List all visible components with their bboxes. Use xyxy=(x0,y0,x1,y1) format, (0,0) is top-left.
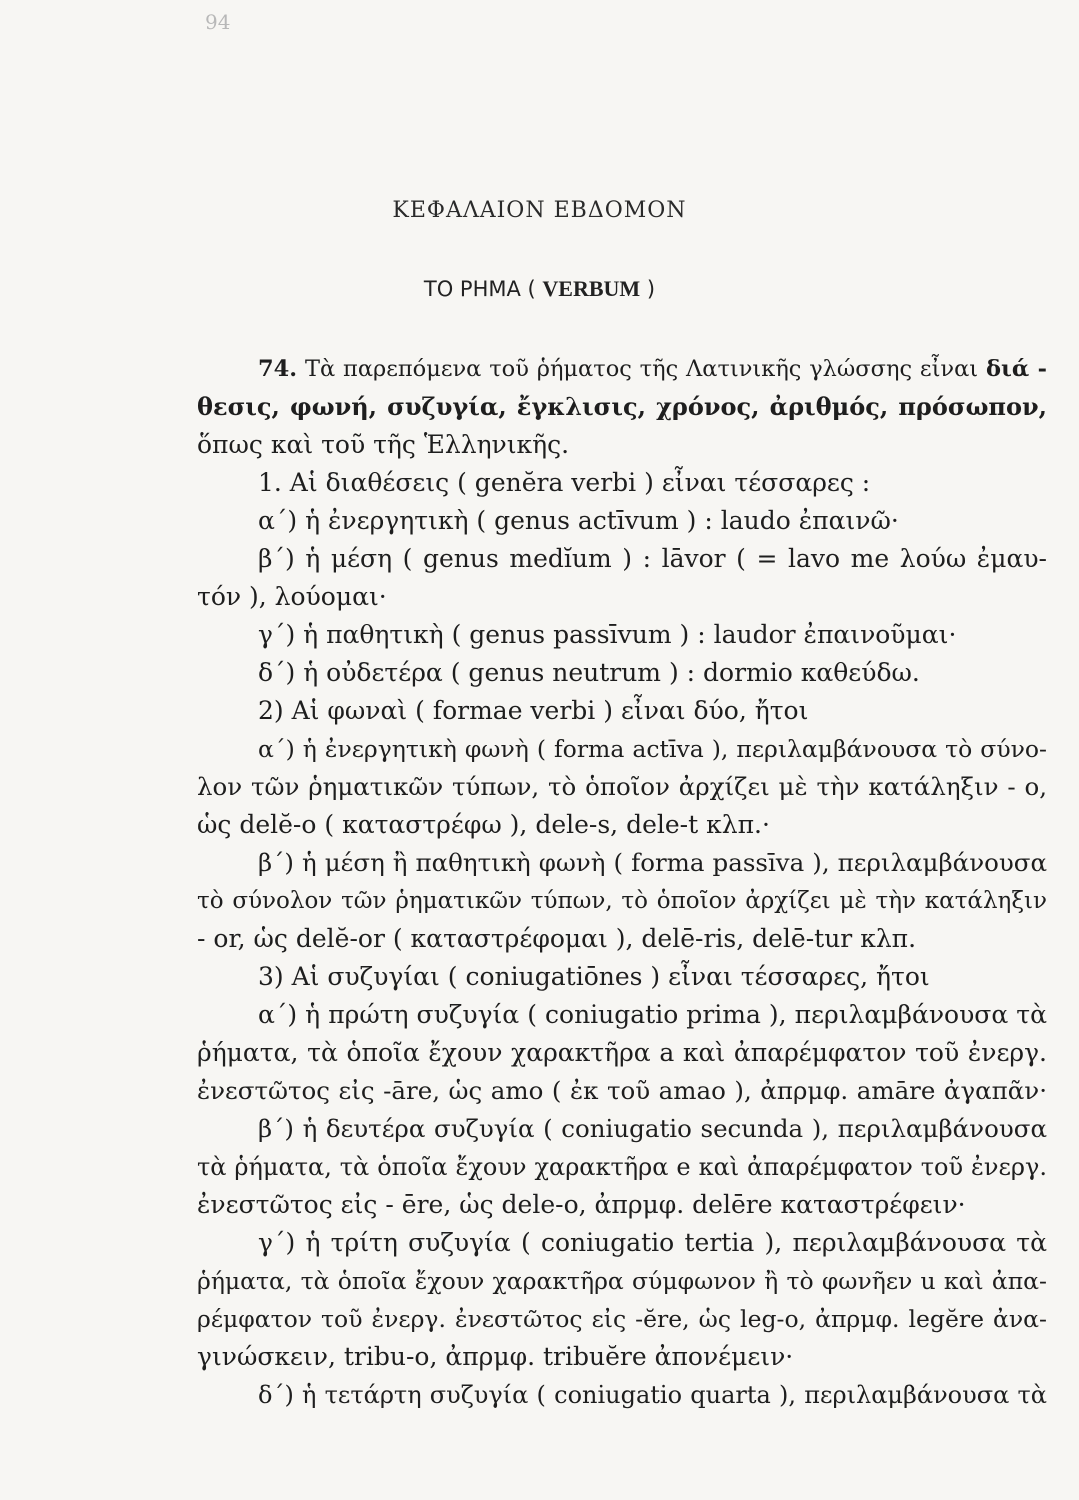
text-line: - or, ὡς delĕ-or ( καταστρέφομαι ), delē-ris, delē-tur κλπ. xyxy=(197,924,917,953)
text-line: α΄) ἡ πρώτη συζυγία ( coniugatio prima ), περιλαμβάνουσα τὰ xyxy=(258,1000,1047,1029)
chapter-subtitle xyxy=(0,276,1079,302)
text-line: ῥήματα, τὰ ὁποῖα ἔχουν χαρακτῆρα σύμφωνον ἢ τὸ φωνῆεν u καὶ ἀπα- xyxy=(197,1267,1047,1295)
subtitle-prefix: ΤΟ ΡΗΜΑ ( xyxy=(423,277,536,301)
section-intro-bold: διά - xyxy=(985,356,1048,382)
text-line: τόν ), λούομαι· xyxy=(197,582,387,611)
text-line: 2) Αἱ φωναὶ ( formae verbi ) εἶναι δύο, ἤτοι xyxy=(258,696,809,725)
text-line: ἐνεστῶτος εἰς -āre, ὡς amo ( ἐκ τοῦ amao ), ἀπρμφ. amāre ἀγαπᾶν· xyxy=(197,1076,1047,1105)
text-line: ὡς delĕ-o ( καταστρέφω ), dele-s, dele-t κλπ.· xyxy=(197,810,770,839)
section-first-line xyxy=(197,350,1047,388)
text-line: τὰ ῥήματα, τὰ ὁποῖα ἔχουν χαρακτῆρα e καὶ ἀπαρέμφατον τοῦ ἐνεργ. xyxy=(197,1153,1047,1181)
section-number: 74. xyxy=(258,356,298,382)
text-line: γινώσκειν, tribu-o, ἀπρμφ. tribuĕre ἀπονέμειν· xyxy=(197,1342,794,1371)
text-line: 3) Αἱ συζυγίαι ( coniugatiōnes ) εἶναι τέσσαρες, ἤτοι xyxy=(258,962,930,991)
text-line: λον τῶν ῥηματικῶν τύπων, τὸ ὁποῖον ἀρχίζει μὲ τὴν κατάληξιν - o, xyxy=(197,772,1047,801)
text-line: τὸ σύνολον τῶν ῥηματικῶν τύπων, τὸ ὁποῖον ἀρχίζει μὲ τὴν κατάληξιν xyxy=(197,888,1047,914)
subtitle-latin: VERBUM xyxy=(542,276,641,301)
text-line: δ΄) ἡ τετάρτη συζυγία ( coniugatio quarta ), περιλαμβάνουσα τὰ xyxy=(258,1381,1047,1409)
text-line: ρέμφατον τοῦ ἐνεργ. ἐνεστῶτος εἰς -ĕre, ὡς leg-o, ἀπρμφ. legĕre ἀνα- xyxy=(197,1305,1047,1333)
section-intro-text: Τὰ παρεπόμενα τοῦ ῥήματος τῆς Λατινικῆς γλώσσης εἶναι xyxy=(297,356,986,382)
text-line: α΄) ἡ ἐνεργητικὴ ( genus actīvum ) : laudo ἐπαινῶ· xyxy=(258,506,899,535)
chapter-title: ΚΕΦΑΛΑΙΟΝ ΕΒΔΟΜΟΝ xyxy=(392,198,687,223)
subtitle-suffix: ) xyxy=(646,277,656,301)
text-line: β΄) ἡ δευτέρα συζυγία ( coniugatio secunda ), περιλαμβάνουσα xyxy=(258,1114,1047,1143)
body-text xyxy=(197,350,1047,1414)
text-line: β΄) ἡ μέση ( genus medĭum ) : lāvor ( = lavo me λούω ἐμαυ- xyxy=(258,544,1047,573)
text-line: γ΄) ἡ παθητικὴ ( genus passīvum ) : laudor ἐπαινοῦμαι· xyxy=(258,620,957,649)
page-number: 94 xyxy=(205,10,231,34)
section-accidents-line: θεσις, φωνή, συζυγία, ἔγκλισις, χρόνος, ἀριθμός, πρόσωπον, xyxy=(197,392,1047,421)
section-third-line: ὅπως καὶ τοῦ τῆς Ἑλληνικῆς. xyxy=(197,430,570,459)
text-line: ἐνεστῶτος εἰς - ēre, ὡς dele-o, ἀπρμφ. delēre καταστρέφειν· xyxy=(197,1190,966,1219)
text-line: ῥήματα, τὰ ὁποῖα ἔχουν χαρακτῆρα a καὶ ἀπαρέμφατον τοῦ ἐνεργ. xyxy=(197,1038,1047,1067)
text-line: γ΄) ἡ τρίτη συζυγία ( coniugatio tertia ), περιλαμβάνουσα τὰ xyxy=(258,1228,1047,1257)
text-line: β΄) ἡ μέση ἢ παθητικὴ φωνὴ ( forma passīva ), περιλαμβάνουσα xyxy=(258,848,1047,877)
text-line: α΄) ἡ ἐνεργητικὴ φωνὴ ( forma actīva ), περιλαμβάνουσα τὸ σύνο- xyxy=(258,735,1047,763)
text-line: δ΄) ἡ οὐδετέρα ( genus neutrum ) : dormio καθεύδω. xyxy=(258,658,920,687)
text-line: 1. Αἱ διαθέσεις ( genĕra verbi ) εἶναι τέσσαρες : xyxy=(258,468,871,497)
